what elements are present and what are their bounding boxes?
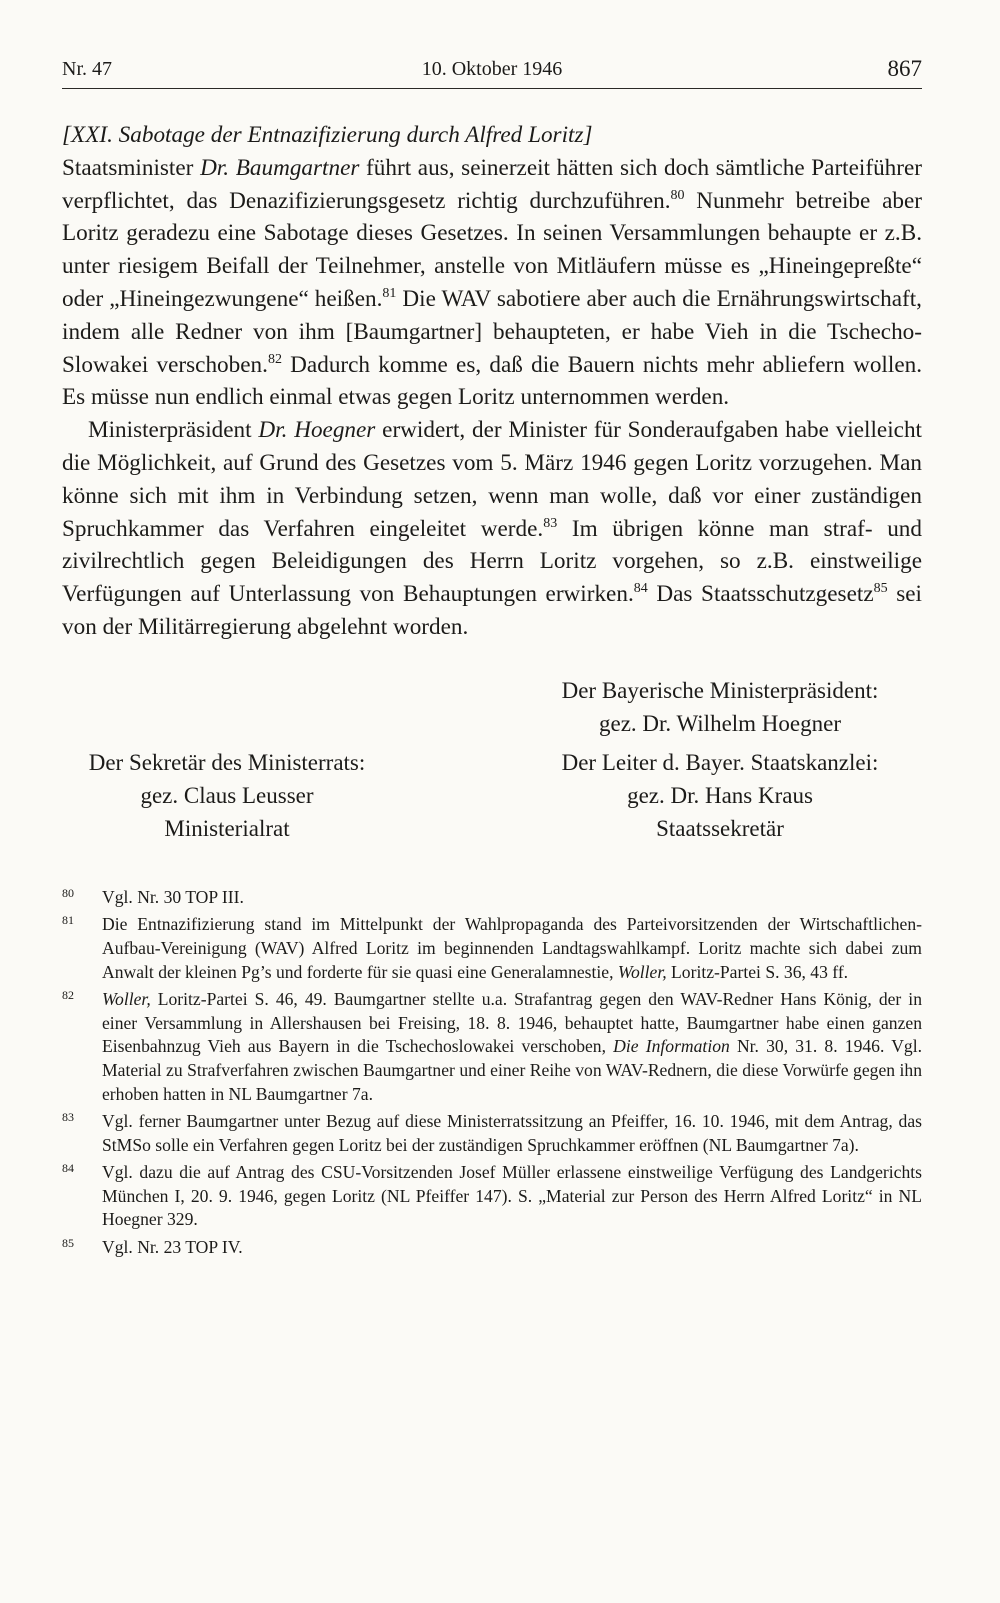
footnote-ref[interactable]: 82 <box>267 351 282 367</box>
paragraph-baumgartner <box>62 152 922 414</box>
footnote-85 <box>62 1236 922 1260</box>
footnote-text: Vgl. Nr. 30 TOP III. <box>102 886 244 907</box>
citation-title: Die Information <box>613 1036 730 1057</box>
footnote-ref[interactable]: 85 <box>873 581 888 597</box>
footnote-number: 84 <box>62 1161 74 1176</box>
signature-name: gez. Claus Leusser <box>140 782 314 808</box>
text-run: Dadurch komme es, daß die Bauern nichts mehr abliefern wollen. Es müsse nun endlich einmal etwas gegen Loritz unternommen werden. <box>62 351 922 411</box>
main-text <box>62 119 922 644</box>
footnote-83 <box>62 1110 922 1157</box>
document-page <box>62 52 922 1264</box>
footnote-80 <box>62 886 922 910</box>
footnote-ref[interactable]: 81 <box>382 285 397 301</box>
footnote-82 <box>62 988 922 1106</box>
citation-author: Woller, <box>102 989 151 1010</box>
footnote-ref[interactable]: 84 <box>633 581 648 597</box>
text-run: Ministerpräsident <box>88 417 259 444</box>
footnotes <box>62 886 922 1260</box>
text-run: führt aus, seinerzeit hätten sich doch sämtliche Parteiführer verpflichtet, das Denazifizierungsgesetz richtig durchzuführen. <box>62 154 923 214</box>
footnote-number: 83 <box>62 1110 74 1125</box>
footnote-number: 82 <box>62 988 74 1003</box>
signature-name: gez. Dr. Hans Kraus <box>627 782 813 808</box>
text-run: Staatsminister <box>62 154 201 181</box>
footnote-ref[interactable]: 83 <box>543 515 558 531</box>
text-run: Die WAV sabotiere aber auch die Ernährungswirtschaft, indem alle Redner von ihm [Baumgartner] behaupteten, er habe Vieh in die Tschecho-Slowakei verschoben. <box>62 285 922 378</box>
text-run: sei von der Militärregierung abgelehnt worden. <box>62 581 922 640</box>
footnote-text: Die Entnazifizierung stand im Mittelpunkt der Wahlpropaganda des Parteivorsitzenden der Wirtschaftlichen-Aufbau-Vereinigung (WAV) Alfred Loritz im beginnenden Landtagswahlkampf. Loritz machte sich dabei zum Anwalt der kleinen Pg’s und forderte für sie quasi eine Generalamnestie, <box>102 914 922 982</box>
paragraph-hoegner <box>62 414 922 644</box>
page-number: 867 <box>887 56 922 81</box>
section-title: [XXI. Sabotage der Entnazifizierung durch Alfred Loritz] <box>62 122 593 148</box>
signature-role: Ministerialrat <box>164 815 290 841</box>
text-run: Das Staatsschutzgesetz <box>647 581 874 608</box>
issue-number: Nr. 47 <box>62 58 112 80</box>
footnote-text: Vgl. ferner Baumgartner unter Bezug auf diese Ministerratssitzung an Pfeiffer, 16. 10. 1946, mit dem Antrag, das StMSo solle ein Verfahren gegen Loritz bei der zuständigen Spruchkammer eröffnen (NL Baumgartner 7a). <box>102 1111 922 1155</box>
signature-title: Der Bayerische Ministerpräsident: <box>561 677 879 703</box>
footnote-number: 85 <box>62 1236 74 1251</box>
meeting-date: 10. Oktober 1946 <box>421 58 563 80</box>
footnote-text: Vgl. dazu die auf Antrag des CSU-Vorsitzenden Josef Müller erlassene einstweilige Verfügung des Landgerichts München I, 20. 9. 1946, gegen Loritz (NL Pfeiffer 147). S. „Material zur Person des Herrn Alfred Loritz“ in NL Hoegner 329. <box>102 1162 922 1230</box>
signature-title: Der Sekretär des Ministerrats: <box>88 749 366 775</box>
signature-name: gez. Dr. Wilhelm Hoegner <box>599 710 841 736</box>
footnote-81 <box>62 913 922 984</box>
footnote-number: 81 <box>62 913 74 928</box>
footnote-text: Vgl. Nr. 23 TOP IV. <box>102 1237 243 1258</box>
signature-ministerpraesident <box>530 674 910 740</box>
signature-staatskanzlei <box>530 746 910 845</box>
footnote-ref[interactable]: 80 <box>670 187 685 203</box>
footnote-text: Loritz-Partei S. 46, 49. Baumgartner stellte u.a. Strafantrag gegen den WAV-Redner Hans König, der in einer Versammlung in Allershausen bei Freising, 18. 8. 1946, behauptet hatte, Baumgartner habe einen ganzen Eisenbahnzug Vieh aus Bayern in die Tschechoslowakei verschoben, <box>102 989 922 1057</box>
running-header <box>62 52 922 89</box>
signature-sekretaer <box>62 746 392 845</box>
footnote-84 <box>62 1161 922 1232</box>
citation-author: Woller, <box>617 961 667 982</box>
signature-role: Staatssekretär <box>656 815 784 841</box>
speaker-name: Dr. Hoegner <box>258 417 376 444</box>
signature-block <box>62 674 922 844</box>
footnote-text: Nr. 30, 31. 8. 1946. Vgl. Material zu Strafverfahren zwischen Baumgartner und einer Reihe von WAV-Rednern, die diese Vorwürfe gegen ihn erhoben hatten in NL Baumgartner 7a. <box>102 1036 922 1104</box>
speaker-name: Dr. Baumgartner <box>200 154 360 181</box>
text-run: Im übrigen könne man straf- und zivilrechtlich gegen Beleidigungen des Herrn Loritz vorgehen, so z.B. einstweilige Verfügungen auf Unterlassung von Behauptungen erwirken. <box>62 515 922 608</box>
signature-title: Der Leiter d. Bayer. Staatskanzlei: <box>561 749 879 775</box>
footnote-text: Loritz-Partei S. 36, 43 ff. <box>666 961 849 982</box>
text-run: erwidert, der Minister für Sonderaufgaben habe vielleicht die Möglichkeit, auf Grund des Gesetzes vom 5. März 1946 gegen Loritz vorzugehen. Man könne sich mit ihm in Verbindung setzen, wenn man wolle, daß vor einer zuständigen Spruchkammer das Verfahren eingeleitet werde. <box>62 417 922 542</box>
footnote-number: 80 <box>62 885 74 900</box>
text-run: Nunmehr betreibe aber Loritz geradezu eine Sabotage dieses Gesetzes. In seinen Versammlungen behaupte er z.B. unter riesigem Beifall der Teilnehmer, anstelle von Mitläufern müsse es „Hineingepreßte“ oder „Hineingezwungene“ heißen. <box>62 187 922 312</box>
